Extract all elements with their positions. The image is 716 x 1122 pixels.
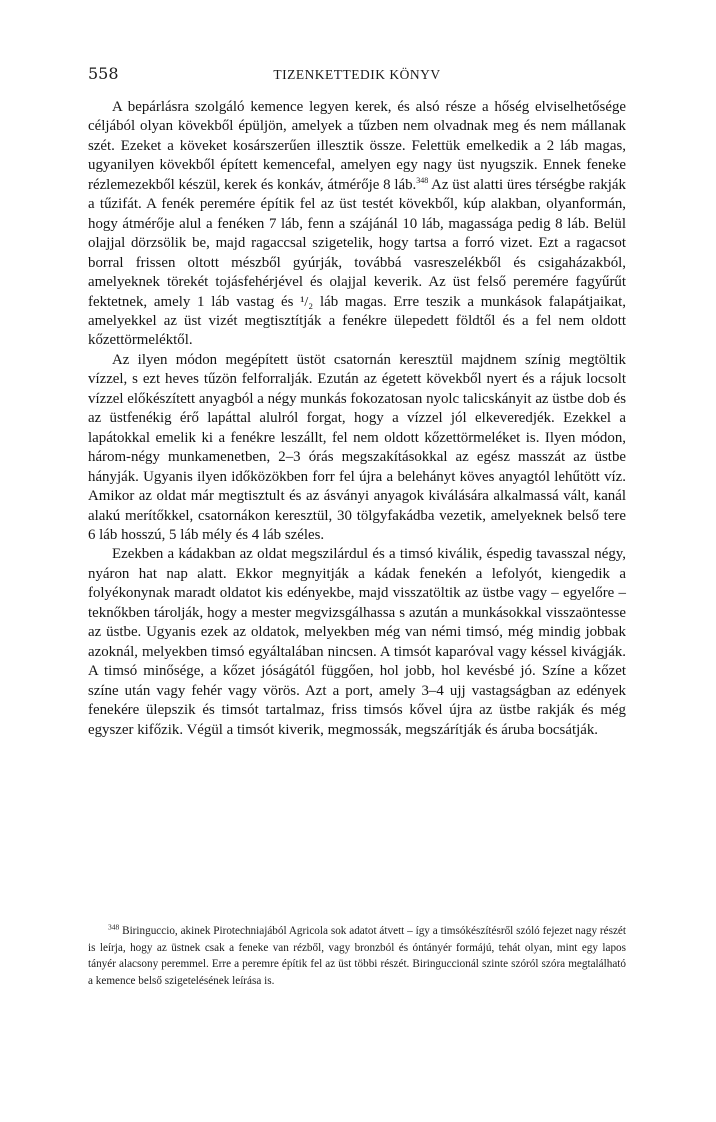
paragraph-2: Az ilyen módon megépített üstöt csatornán keresztül majdnem színig megtöltik vízzel, s ezt heves tűzön felforralják. Ezután az égetett kövekből nyert és a rájuk locsolt vízzel előkészített anyagból a négy munkás fokozatosan nyolc talicskányit az üstbe dob és az üstfenékig érő lapáttal alulról forgat, hogy a vízzel jól elkeveredjék. Ezekkel a lapátokkal emelik ki a fenékre leszállt, fel nem oldott kőzettörmeléket is. Ilyen módon, három-négy munkamenetben, 2–3 órás megszakításokkal az egész masszát az üstbe hányják. Ugyanis ilyen időközökben forr fel újra a belehányt köves anyagtól lehűtött víz. Amikor az oldat már megtisztult és az ásványi anyagok kiválására alkalmassá vált, kanál alakú merítőkkel, csatornákon keresztül, 30 tölgyfakádba vezetik, amelyeknek belső tere 6 láb hosszú, 5 láb mély és 4 láb széles. (88, 351, 626, 543)
paragraph-1-part-b: Az üst alatti üres térségbe rakják a tűzifát. A fenék peremére építik fel az üst testét kövekből, kúp alakban, olyanformán, hogy átmérője alul a fenéken 7 láb, fenn a szájánál 10 láb, magassága pedig 8 láb. Belül olajjal dörzsölik be, majd ragaccsal szigetelik, hogy tartsa a forró vizet. Ezt a ragacsot borral frissen oltott mészből gyúrják, továbbá vasreszelékből és csigaházakból, amelyeknek törekét tojásfehérjével és olajjal keverik. Az üst felső peremére fagyűrűt fektetnek, amely 1 láb vastag és (88, 176, 626, 310)
footnotes (88, 923, 626, 989)
footnote-mark: 348 (108, 922, 120, 932)
body-text (88, 98, 626, 740)
page-header (88, 64, 626, 86)
footnote-reference: 348 (416, 175, 429, 185)
footnote-348 (88, 923, 626, 989)
fraction-one-half: ¹/₂ (300, 294, 314, 310)
running-head: TIZENKETTEDIK KÖNYV (273, 67, 441, 82)
paragraph-3: Ezekben a kádakban az oldat megszilárdul és a timsó kiválik, éspedig tavasszal négy, nyáron hat nap alatt. Ekkor megnyitják a kádak fenekén a lefolyót, kiengedik a folyékonynak maradt oldatot kis edényekbe, majd visszatöltik az üstbe vagy – egyelőre – teknőkben tárolják, hogy a mester megvizsgálhassa s azután a munkásokkal visszaöntesse az üstbe. Ugyanis ezek az oldatok, melyekben még van némi timsó, még mindig jobbak azoknál, melyekben timsó egyáltalában nincsen. A timsót kaparóval vagy késsel kivágják. A timsó minősége, a kőzet jóságától függően, hol jobb, hol kevésbé jó. Színe a kőzet színe után vagy fehér vagy vörös. Azt a port, amely 3–4 ujj vastagságban az edények fenekére ülepszik és timsót tartalmaz, friss timsós kővel újra az üstbe rakják és még egyszer kifőzik. Végül a timsót kiverik, megmossák, megszárítják és áruba bocsátják. (88, 546, 626, 738)
page-number: 558 (88, 64, 119, 83)
paragraph-1-part-c: láb magas. Erre teszik a munkások falapátjaikat, amelyekkel az üst vizét megtisztítják a fenékre ülepedett földtől és a fel nem oldott kőzettörmeléktől. (88, 293, 626, 349)
paragraph-1-part-a: A bepárlásra szolgáló kemence legyen kerek, és alsó része a hőség elviselhetősége céljából olyan kövekből épüljön, amelyek a tűzben nem olvadnak meg és nem mállanak szét. Ezeket a köveket kosárszerűen illesztik össze. Felettük emelkedik a 2 láb magas, ugyanilyen kövekből épített kemencefal, amelyen egy nagy üst nyugszik. Ennek feneke rézlemezekből készül, kerek és konkáv, átmérője 8 láb. (88, 99, 626, 193)
paragraph-1 (88, 98, 626, 351)
footnote-text: Biringuccio, akinek Pirotechniajából Agricola sok adatot átvett – így a timsókészítésről szóló fejezet nagy részét is leírja, hogy az üstnek csak a feneke van rézből, vagy bronzból és óntányér formájú, tehát olyan, mint egy lapos tányér alacsony peremmel. Erre a peremre építik fel az üst többi részét. Biringuccionál szinte szóról szóra megtalálható a kemence belső szigetelésének leírása is. (88, 925, 626, 987)
